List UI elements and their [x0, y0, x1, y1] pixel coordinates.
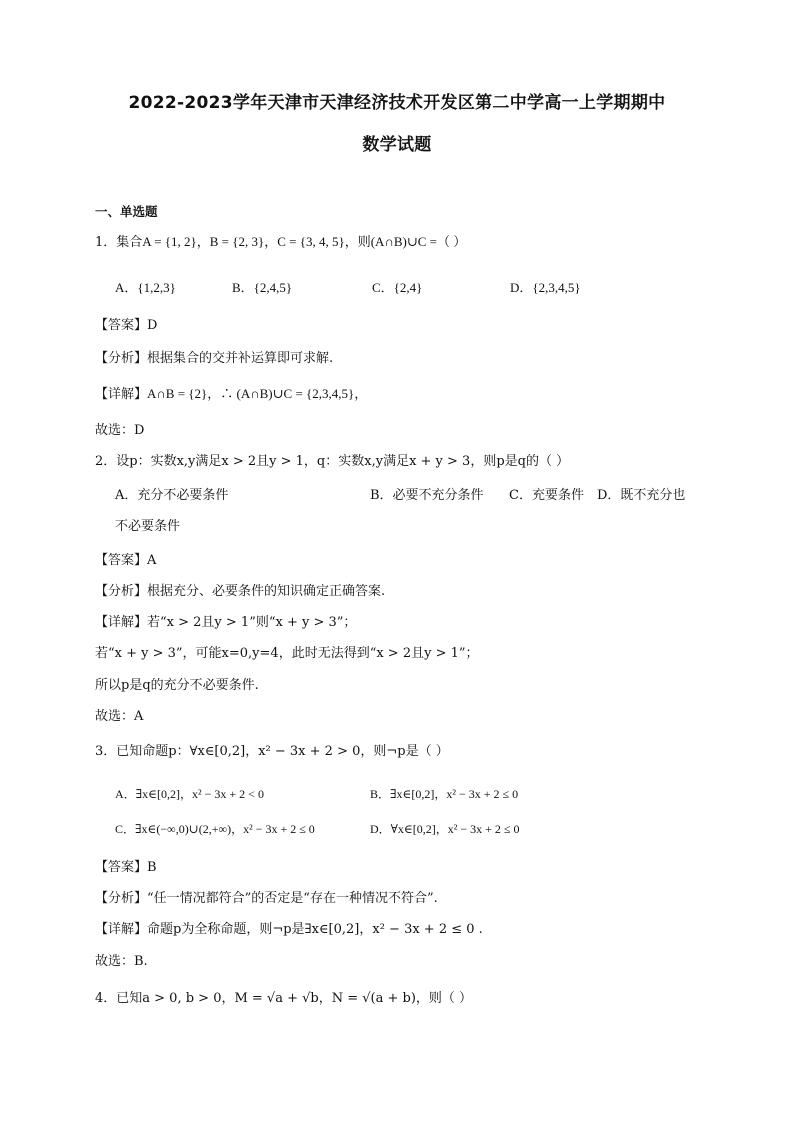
q1-detail-text: A∩B = {2}，∴ (A∩B)∪C = {2,3,4,5}， — [147, 386, 368, 401]
q2-option-d-cont: 不必要条件 — [115, 519, 181, 534]
q3-detail — [95, 921, 483, 939]
q1-option-b: B．{2,4,5} — [232, 280, 293, 295]
q2-answer — [95, 552, 156, 570]
q2-analysis — [95, 583, 385, 601]
q3-detail-text: 命题p为全称命题，则¬p是∃x∈[0,2]，x² − 3x + 2 ≤ 0 . — [147, 922, 483, 937]
detail-tag: 【详解】 — [95, 922, 148, 937]
q1-choose: 故选：D — [95, 423, 145, 438]
section-heading: 一、单选题 — [95, 204, 158, 219]
q1-stem — [95, 233, 466, 252]
analysis-tag: 【分析】 — [95, 584, 148, 599]
q2-detail-text: 若“x > 2且y > 1”则“x + y > 3”； — [147, 615, 357, 630]
doc-title-line1: 2022-2023学年天津市天津经济技术开发区第二中学高一上学期期中 — [128, 93, 666, 113]
answer-tag: 【答案】 — [95, 553, 148, 568]
q3-option-c: C．∃x∈(−∞,0)∪(2,+∞)，x² − 3x + 2 ≤ 0 — [115, 822, 315, 836]
detail-tag: 【详解】 — [95, 387, 148, 402]
q1-option-a: A．{1,2,3} — [115, 280, 176, 295]
q2-choose: 故选：A — [95, 709, 144, 724]
q1-option-d: D．{2,3,4,5} — [510, 280, 581, 295]
q2-detail-3: 所以p是q的充分不必要条件. — [95, 678, 259, 693]
q3-analysis — [95, 890, 438, 908]
q2-option-a: A．充分不必要条件 — [115, 488, 229, 503]
q2-detail — [95, 614, 356, 632]
analysis-tag: 【分析】 — [95, 351, 148, 366]
answer-tag: 【答案】 — [95, 860, 148, 875]
q3-choose: 故选：B. — [95, 954, 148, 969]
q3-answer-value: B — [147, 860, 157, 875]
q1-answer-value: D — [147, 318, 158, 333]
q2-option-d: D．既不充分也 — [597, 488, 686, 503]
q1-stem-math: A = {1, 2}，B = {2, 3}，C = {3, 4, 5}，则(A∩B)∪C =（ ） — [142, 234, 467, 249]
q1-answer — [95, 317, 157, 335]
q1-stem-prefix: 1．集合 — [95, 235, 143, 250]
q3-option-a: A．∃x∈[0,2]，x² − 3x + 2 < 0 — [115, 787, 264, 801]
q1-analysis — [95, 350, 333, 368]
detail-tag: 【详解】 — [95, 615, 148, 630]
q3-answer — [95, 859, 157, 877]
q3-stem: 3．已知命题p：∀x∈[0,2]，x² − 3x + 2 > 0，则¬p是（ ） — [95, 744, 449, 759]
q1-analysis-text: 根据集合的交并补运算即可求解. — [147, 351, 334, 366]
q2-detail-2: 若“x + y > 3”，可能x=0,y=4，此时无法得到“x > 2且y > 1”； — [95, 646, 479, 661]
q4-stem: 4．已知a > 0, b > 0，M = √a + √b，N = √(a + b)，则（ ） — [95, 991, 473, 1006]
q1-detail — [95, 385, 367, 404]
q2-analysis-text: 根据充分、必要条件的知识确定正确答案. — [147, 584, 386, 599]
doc-title-line2: 数学试题 — [362, 135, 432, 155]
q2-stem: 2．设p：实数x,y满足x > 2且y > 1，q：实数x,y满足x + y > 3，则p是q的（ ） — [95, 454, 570, 469]
q1-option-c: C．{2,4} — [372, 280, 423, 295]
answer-tag: 【答案】 — [95, 318, 148, 333]
q2-option-c: C．充要条件 — [509, 488, 584, 503]
q2-option-b: B．必要不充分条件 — [370, 488, 484, 503]
q3-option-d: D．∀x∈[0,2]，x² − 3x + 2 ≤ 0 — [370, 822, 520, 836]
analysis-tag: 【分析】 — [95, 891, 148, 906]
q2-answer-value: A — [147, 553, 157, 568]
q3-option-b: B．∃x∈[0,2]，x² − 3x + 2 ≤ 0 — [370, 787, 519, 801]
q3-analysis-text: “任一情况都符合”的否定是“存在一种情况不符合”. — [147, 891, 438, 906]
